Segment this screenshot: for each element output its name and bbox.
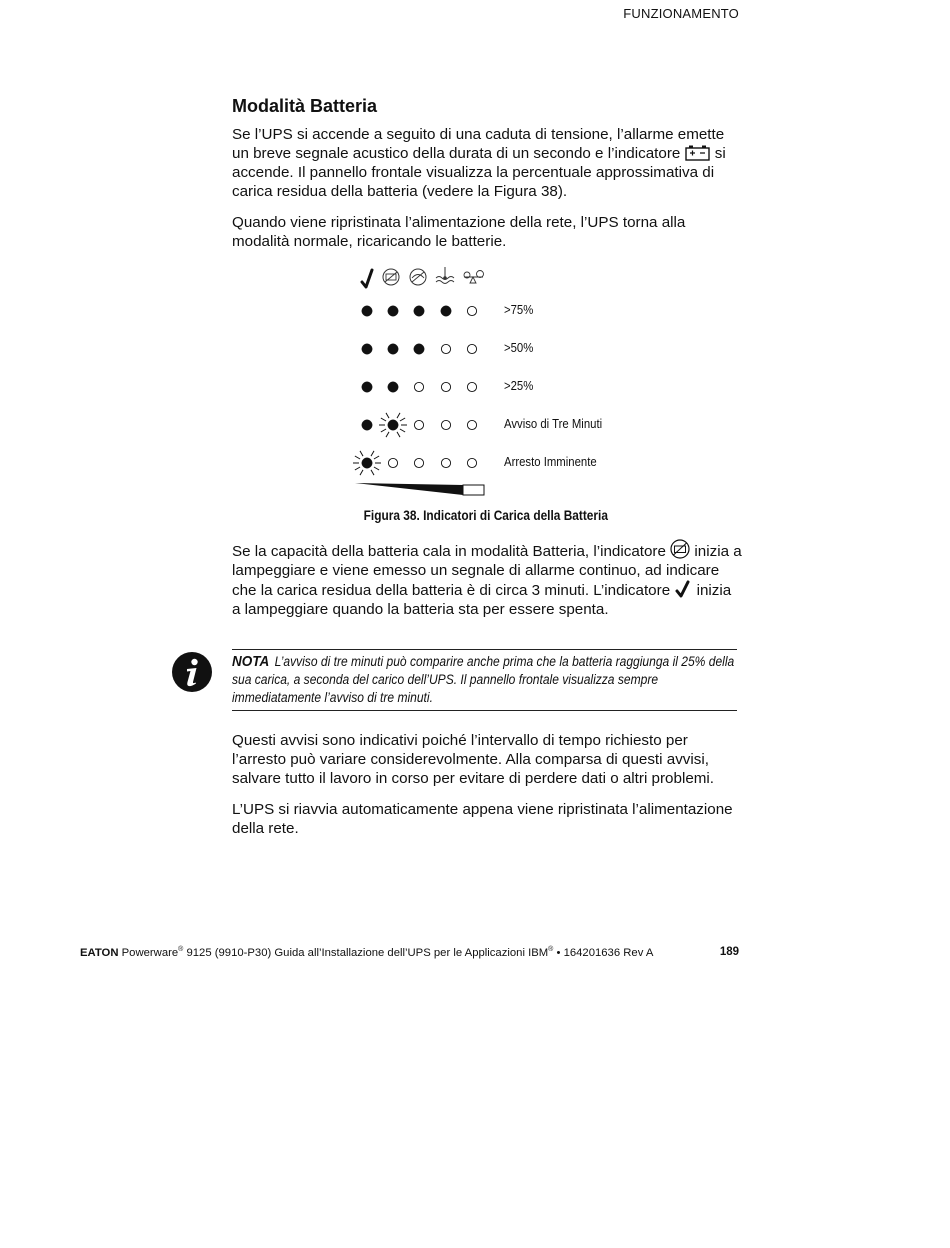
battery-indicator-figure: [350, 264, 650, 500]
paragraph-low-battery: [232, 539, 742, 619]
led-blink: [388, 420, 398, 430]
section-title: Modalità Batteria: [232, 96, 378, 116]
led-off: [414, 458, 423, 467]
discharge-wedge: [355, 483, 484, 495]
led-rows: [353, 306, 477, 475]
led-diagram: [350, 264, 650, 500]
led-on: [414, 344, 424, 354]
led-off: [414, 420, 423, 429]
check-icon: [362, 270, 372, 287]
paragraph-text: inizia a lampeggiare quando la batteria sta per essere spenta.: [232, 582, 732, 618]
note-paragraph: [232, 650, 736, 708]
paragraph-text: si accende. Il pannello frontale visualizza la percentuale approssimativa di carica residua della batteria (vedere la Figura 38).: [232, 145, 726, 200]
led-off: [441, 420, 450, 429]
led-off: [441, 458, 450, 467]
battery-circle-icon: [383, 269, 399, 285]
running-header: FUNZIONAMENTO: [623, 6, 739, 21]
footer-reg-mark: ®: [178, 946, 184, 953]
paragraph-mains-restored: Quando viene ripristinata l’alimentazione della rete, l’UPS torna alla modalità normale, ricaricando le batterie.: [232, 214, 686, 250]
paragraph-text: Se la capacità della batteria cala in modalità Batteria, l’indicatore: [232, 543, 666, 560]
check-icon: [674, 580, 692, 598]
led-off: [467, 420, 476, 429]
led-on: [388, 306, 398, 316]
figure-caption: [232, 508, 740, 523]
led-off: [388, 458, 397, 467]
footer-title: 9125 (9910-P30) Guida all’Installazione dell’UPS per le Applicazioni IBM: [183, 946, 549, 959]
note-text: L’avviso di tre minuti può comparire anche prima che la batteria raggiunga il 25% della sua carica, a seconda del carico dell’UPS. Il pannello frontale visualizza sempre immediatamente l’avviso di tre minuti.: [232, 654, 735, 706]
led-on: [388, 382, 398, 392]
led-row-label: >25%: [504, 378, 534, 393]
paragraph-warnings: Questi avvisi sono indicativi poiché l’intervallo di tempo richiesto per l’arresto può variare considerevolmente. Alla comparsa di questi avvisi, salvare tutto il lavoro in corso per evitare di perdere dati o altri problemi.: [232, 732, 715, 787]
page-number: 189: [719, 946, 739, 958]
led-off: [467, 458, 476, 467]
led-row-label: >50%: [504, 340, 534, 355]
load-scale-icon: [464, 271, 484, 284]
caption-text: Figura 38. Indicatori di Carica della Batteria: [363, 508, 609, 523]
led-on: [441, 306, 451, 316]
paragraph-text: Se l’UPS si accende a seguito di una caduta di tensione, l’allarme emette un breve segnale acustico della durata di un secondo e l’indicatore: [232, 126, 725, 162]
footer-doc-number: • 164201636 Rev A: [553, 946, 654, 959]
led-off: [467, 382, 476, 391]
led-on: [388, 344, 398, 354]
led-on: [362, 420, 372, 430]
led-blink: [362, 458, 372, 468]
footer-reg-mark: ®: [548, 946, 554, 953]
led-row-label: Arresto Imminente: [504, 454, 597, 469]
paragraph-text: inizia a lampeggiare e viene emesso un segnale di allarme continuo, ad indicare che la carica residua della batteria è di circa 3 minuti. L’indicatore: [232, 543, 742, 599]
battery-circle-icon: [670, 539, 690, 559]
led-on: [362, 306, 372, 316]
note-label: NOTA: [232, 653, 270, 670]
bypass-circle-icon: [410, 269, 426, 285]
footer: [80, 946, 653, 959]
info-icon: [172, 652, 212, 692]
led-on: [362, 382, 372, 392]
led-row-label: Avviso di Tre Minuti: [504, 416, 603, 431]
led-row-label: >75%: [504, 302, 534, 317]
footer-product: Powerware: [121, 946, 179, 959]
led-on: [414, 306, 424, 316]
led-off: [441, 344, 450, 353]
led-on: [362, 344, 372, 354]
note-box: [232, 649, 737, 711]
led-off: [467, 344, 476, 353]
led-off: [441, 382, 450, 391]
temperature-icon: [436, 267, 454, 284]
footer-brand: EATON: [80, 946, 119, 959]
led-off: [467, 306, 476, 315]
battery-icon: [685, 145, 711, 161]
paragraph-battery-mode: [232, 125, 742, 201]
led-off: [414, 382, 423, 391]
paragraph-restart: L’UPS si riavvia automaticamente appena viene ripristinata l’alimentazione della rete.: [232, 801, 733, 837]
